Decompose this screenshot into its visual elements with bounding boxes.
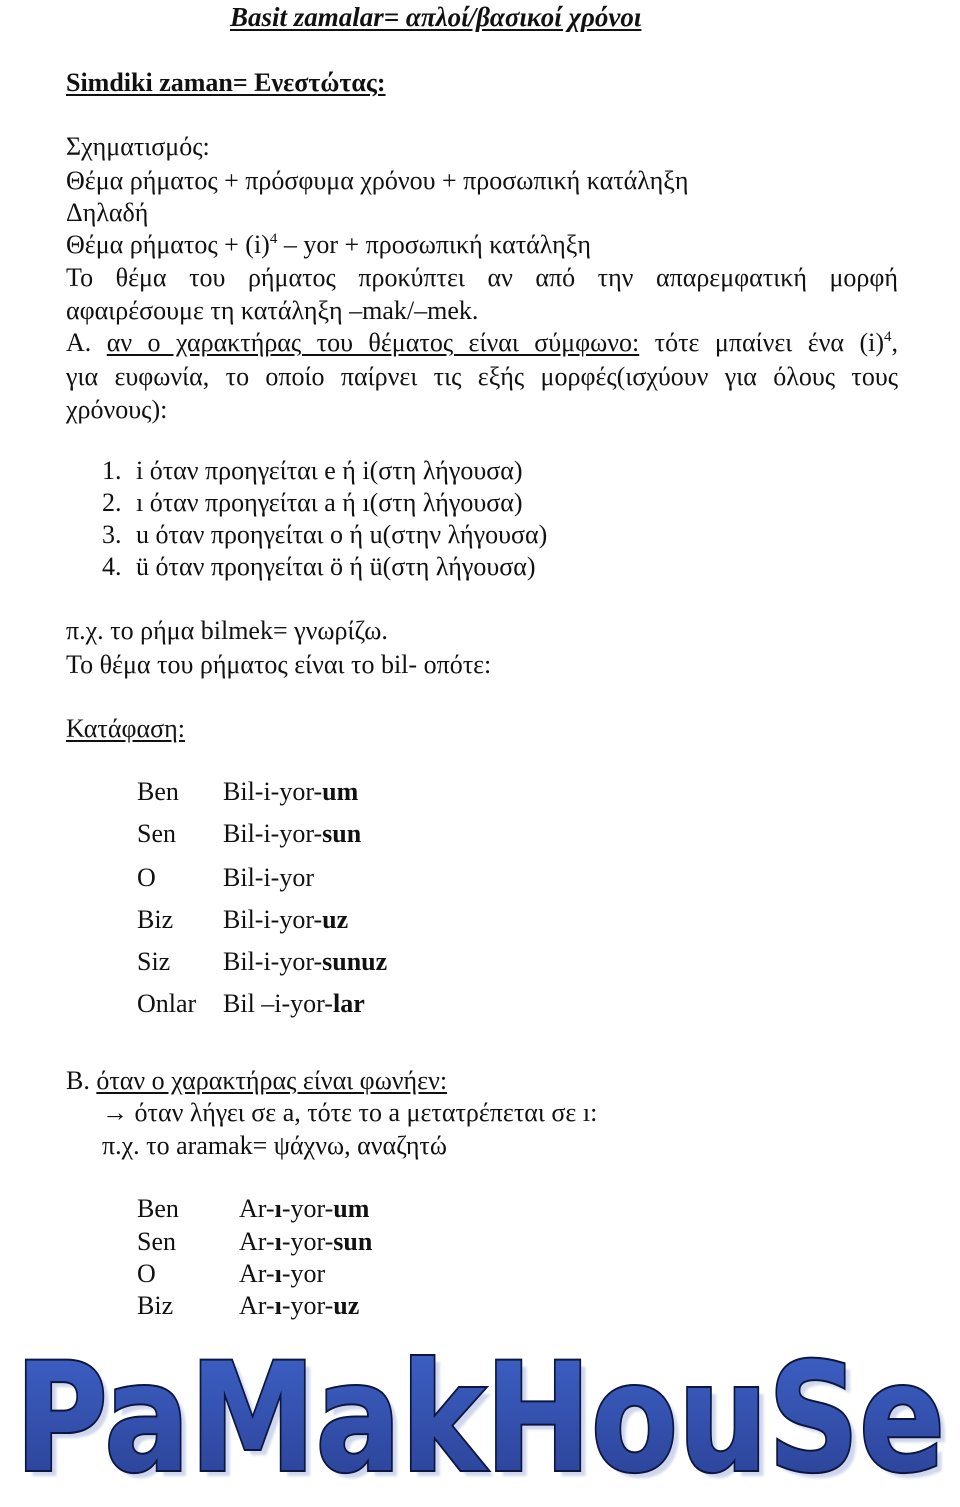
- verb-form: [239, 1194, 369, 1224]
- pronoun: Sen: [137, 819, 176, 848]
- verb-stem: Ar-: [239, 1194, 275, 1223]
- formation-line: αφαιρέσουμε τη κατάληξη –mak/–mek.: [66, 296, 479, 325]
- case-a-line: [66, 328, 898, 358]
- pronoun: Sen: [137, 1227, 176, 1256]
- list-number: 1.: [102, 456, 122, 485]
- personal-ending: um: [333, 1194, 370, 1223]
- case-a-line: χρόνους):: [66, 395, 168, 424]
- verb-stem: Bil-i-yor-: [223, 947, 323, 976]
- formation-formula: [66, 230, 591, 260]
- svg-text:PaMakHouSe: PaMakHouSe: [15, 1332, 945, 1506]
- verb-stem: Bil-i-yor-: [223, 819, 323, 848]
- tense-suffix: -yor: [281, 1259, 326, 1288]
- formation-line: Το θέμα του ρήματος προκύπτει αν από την απαρεμφατική μορφή: [66, 263, 898, 292]
- affirmative-label: Κατάφαση:: [66, 714, 185, 743]
- case-a-marker: A.: [66, 328, 92, 357]
- formula-superscript: 4: [269, 231, 278, 247]
- page-title: Basit zamalar= απλοί/βασικοί χρόνοι: [230, 2, 642, 32]
- section-heading: Simdiki zaman= Ενεστώτας:: [66, 68, 386, 97]
- case-a-line: για ευφωνία, το οποίο παίρνει τις εξής μορφές(ισχύουν για όλους τους: [66, 362, 898, 391]
- pamakhouse-logo-watermark: [0, 1330, 960, 1507]
- personal-ending: um: [322, 777, 359, 806]
- tense-suffix: -yor-: [281, 1194, 334, 1223]
- verb-form: [239, 1227, 372, 1257]
- formula-part: Θέμα ρήματος + (i): [66, 230, 270, 259]
- case-a-rest: τότε μπαίνει ένα (i): [639, 328, 884, 357]
- list-text: i όταν προηγείται e ή i(στη λήγουσα): [136, 456, 523, 485]
- verb-stem: Ar-: [239, 1291, 275, 1320]
- pronoun: Biz: [137, 905, 174, 934]
- list-text: ı όταν προηγείται a ή ı(στη λήγουσα): [136, 488, 523, 517]
- verb-form: [223, 989, 365, 1019]
- verb-stem: Ar-: [239, 1259, 275, 1288]
- list-text: u όταν προηγείται o ή u(στην λήγουσα): [136, 520, 548, 549]
- example-line: Το θέμα του ρήματος είναι το bil- οπότε:: [66, 650, 492, 679]
- personal-ending: uz: [333, 1291, 360, 1320]
- example-line: π.χ. το aramak= ψάχνω, αναζητώ: [102, 1131, 447, 1160]
- case-b-arrow-line: [102, 1098, 597, 1128]
- list-text: ü όταν προηγείται ö ή ü(στη λήγουσα): [136, 552, 536, 581]
- buffer-vowel: ı: [274, 1227, 282, 1256]
- list-item: [102, 520, 547, 550]
- list-item: [102, 488, 522, 518]
- formation-line: Θέμα ρήματος + πρόσφυμα χρόνου + προσωπική κατάληξη: [66, 166, 689, 195]
- list-item: [102, 552, 536, 582]
- verb-form: [223, 777, 358, 807]
- case-a-condition: αν ο χαρακτήρας του θέματος είναι σύμφωνο:: [106, 328, 640, 357]
- verb-stem: Ar-: [239, 1227, 275, 1256]
- case-b-line: [66, 1066, 447, 1096]
- pronoun: O: [137, 863, 156, 892]
- buffer-vowel: ı: [274, 1291, 282, 1320]
- list-number: 3.: [102, 520, 122, 549]
- formation-line: Δηλαδή: [66, 198, 149, 227]
- list-number: 4.: [102, 552, 122, 581]
- example-line: π.χ. το ρήμα bilmek= γνωρίζω.: [66, 616, 388, 645]
- verb-form: [239, 1291, 359, 1321]
- tense-suffix: -yor-: [281, 1227, 334, 1256]
- case-a-comma: ,: [891, 328, 898, 357]
- pronoun: Siz: [137, 947, 171, 976]
- buffer-vowel: ı: [274, 1194, 282, 1223]
- list-number: 2.: [102, 488, 122, 517]
- case-a-superscript: 4: [884, 329, 892, 345]
- verb-form: [223, 863, 314, 893]
- personal-ending: sun: [333, 1227, 373, 1256]
- verb-form: [223, 947, 387, 977]
- verb-stem: Bil-i-yor: [223, 863, 314, 892]
- buffer-vowel: ı: [274, 1259, 282, 1288]
- case-b-condition: όταν ο χαρακτήρας είναι φωνήεν:: [96, 1066, 448, 1095]
- case-b-marker: B.: [66, 1066, 90, 1095]
- formation-label: Σχηματισμός:: [66, 132, 210, 161]
- pronoun: Biz: [137, 1291, 174, 1320]
- verb-form: [239, 1259, 325, 1289]
- formula-part: – yor + προσωπική κατάληξη: [277, 230, 591, 259]
- verb-form: [223, 819, 361, 849]
- tense-suffix: -yor-: [281, 1291, 334, 1320]
- personal-ending: sunuz: [322, 947, 388, 976]
- svg-text:PaMakHouSe: PaMakHouSe: [21, 1338, 951, 1507]
- list-item: [102, 456, 522, 486]
- personal-ending: uz: [322, 905, 349, 934]
- pronoun: Ben: [137, 777, 179, 806]
- verb-stem: Bil-i-yor-: [223, 777, 323, 806]
- verb-stem: Bil-i-yor-: [223, 905, 323, 934]
- verb-stem: Bil –i-yor-: [223, 989, 333, 1018]
- pronoun: Ben: [137, 1194, 179, 1223]
- pronoun: O: [137, 1259, 156, 1288]
- personal-ending: sun: [322, 819, 362, 848]
- personal-ending: lar: [332, 989, 365, 1018]
- verb-form: [223, 905, 348, 935]
- arrow-icon: →: [102, 1098, 128, 1127]
- case-b-arrow-text: όταν λήγει σε a, τότε το a μετατρέπεται σε ı:: [134, 1098, 598, 1127]
- pronoun: Onlar: [137, 989, 197, 1018]
